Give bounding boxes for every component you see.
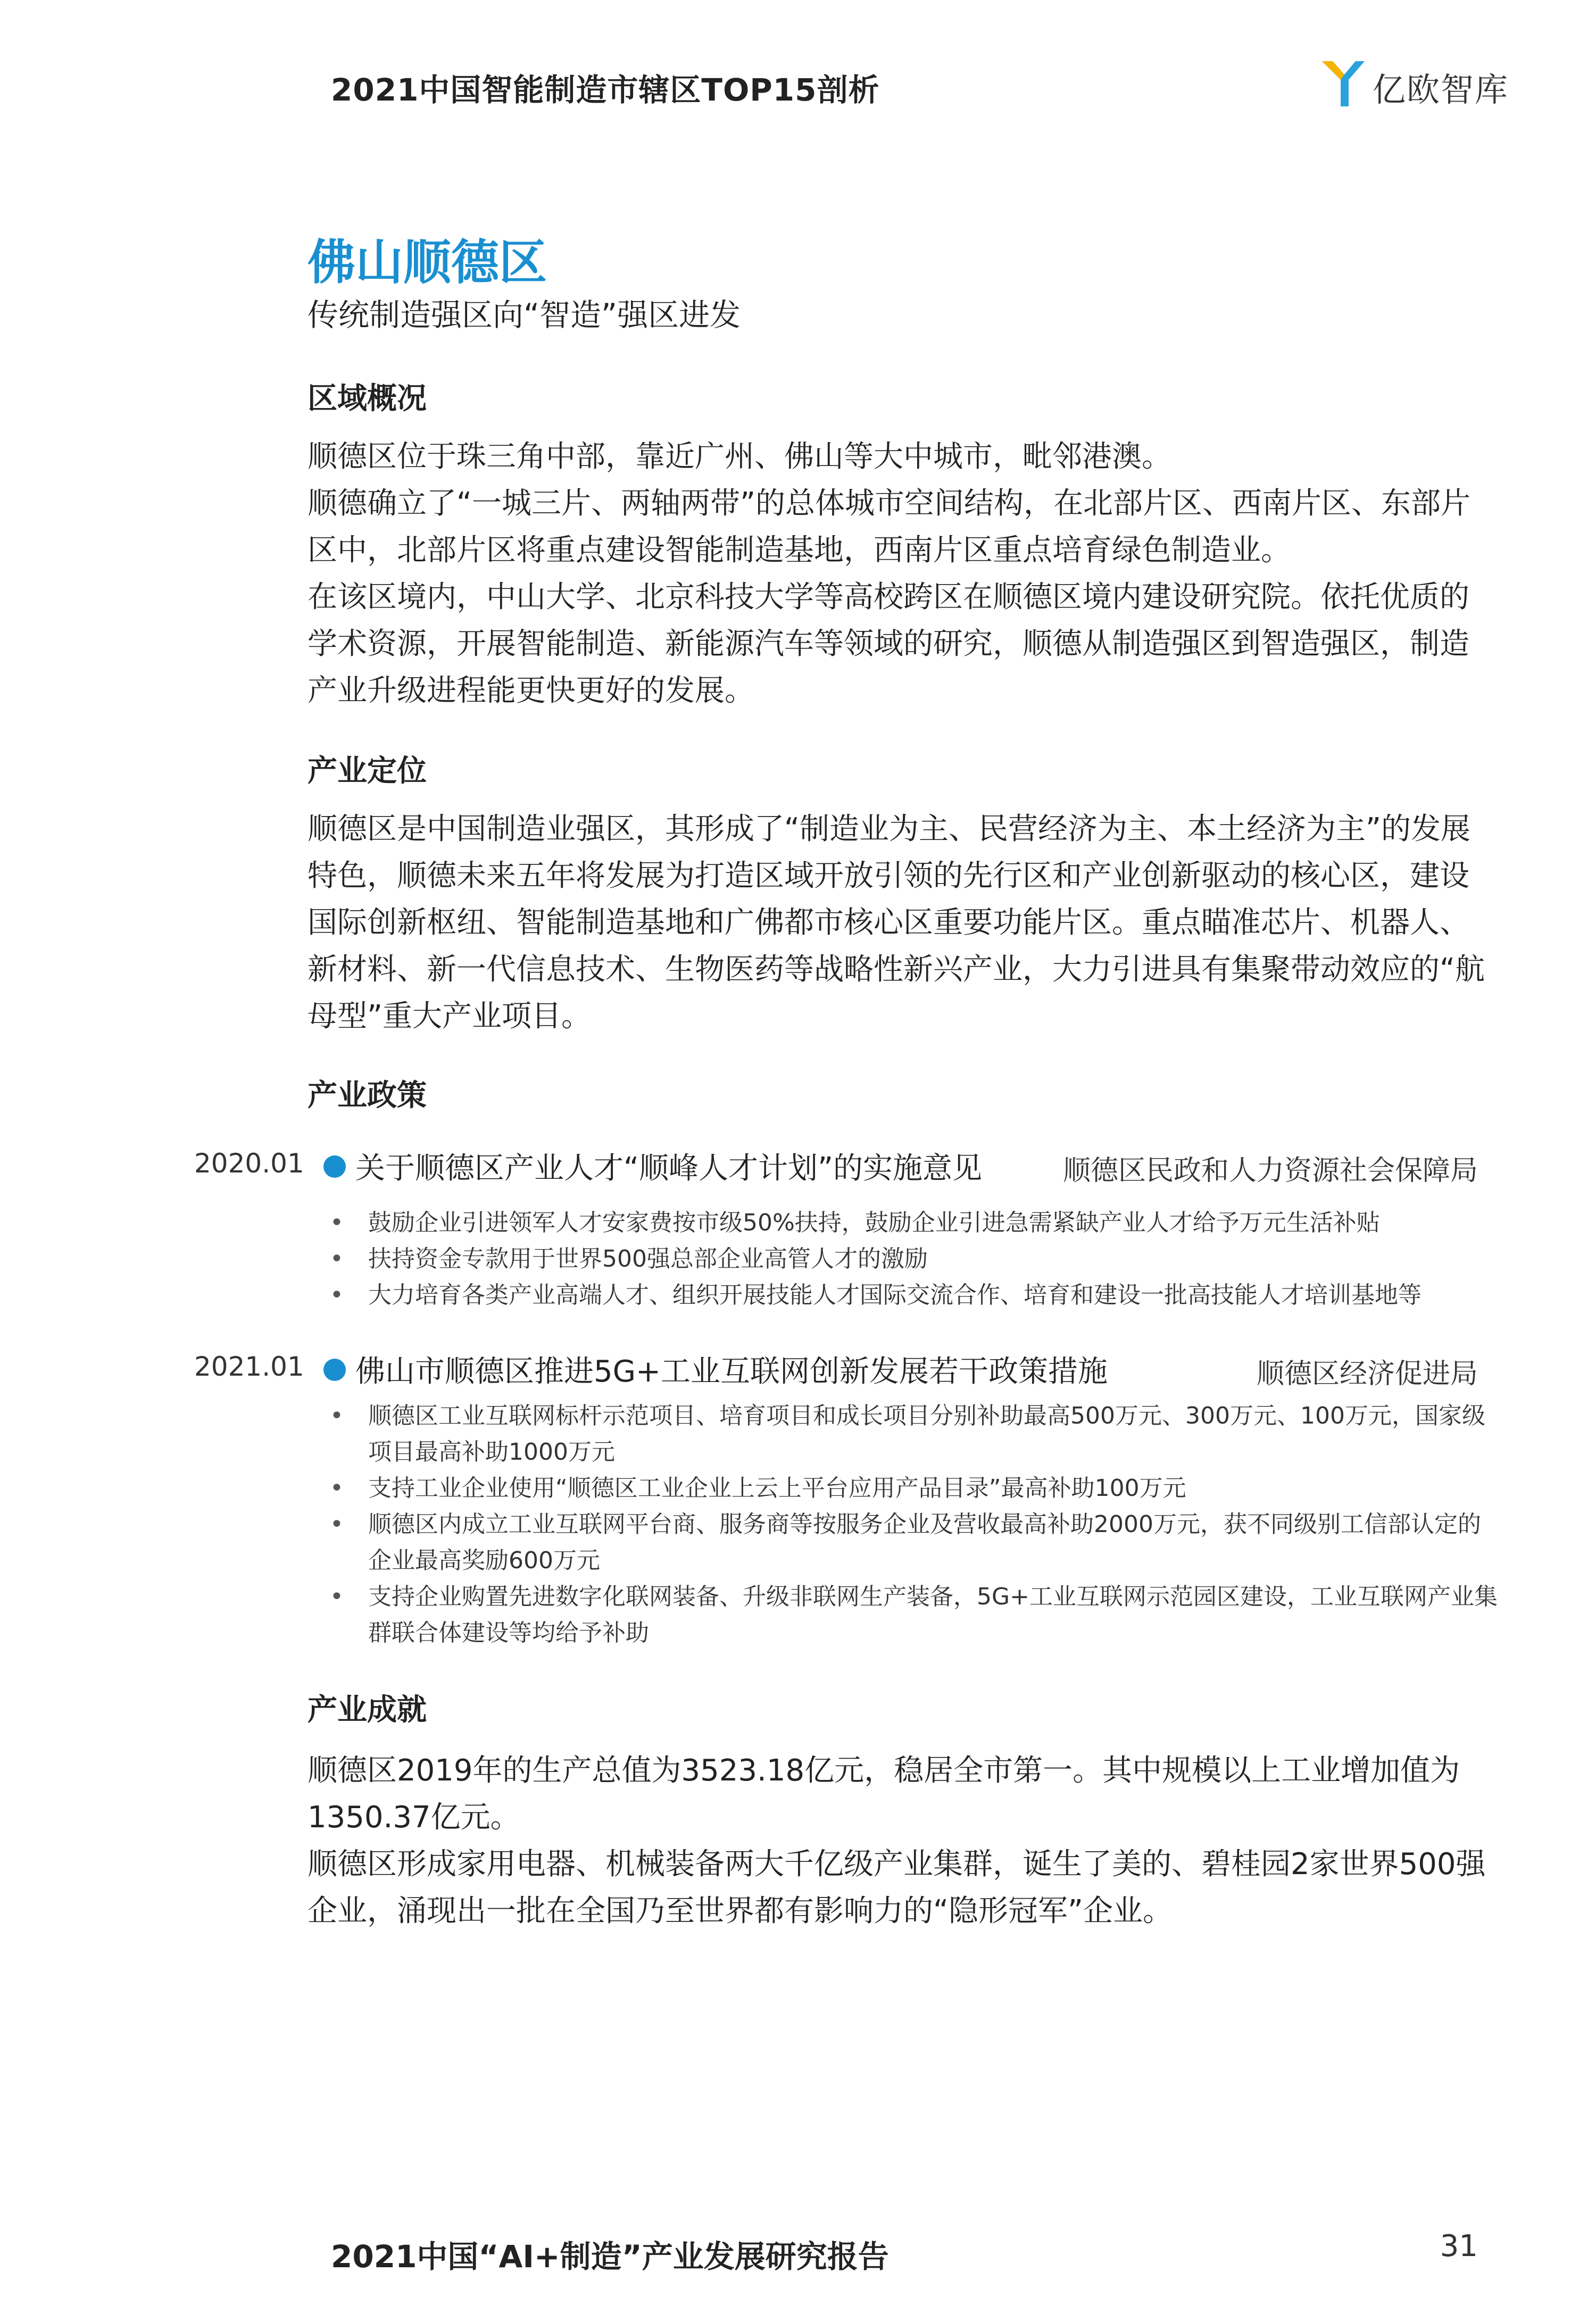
logo-icon xyxy=(1319,56,1367,109)
policy-date: 2021.01 xyxy=(194,1351,304,1382)
list-item: • 鼓励企业引进领军人才安家费按市级50%扶持，鼓励企业引进急需紧缺产业人才给予万元生活补贴 xyxy=(330,1205,1500,1241)
policy-heading: 产业政策 xyxy=(307,1078,427,1113)
overview-paragraph: 顺德区位于珠三角中部，靠近广州、佛山等大中城市，毗邻港澳。 xyxy=(307,439,1171,474)
achievement-paragraph: 顺德区形成家用电器、机械装备两大千亿级产业集群，诞生了美的、碧桂园2家世界500强企业，涌现出一批在全国乃至世界都有影响力的“隐形冠军”企业。 xyxy=(307,1847,1486,1928)
page-number: 31 xyxy=(1440,2229,1478,2264)
achievement-paragraph: 顺德区2019年的生产总值为3523.18亿元，稳居全市第一。其中规模以上工业增加值为1350.37亿元。 xyxy=(307,1753,1460,1835)
policy-org: 顺德区民政和人力资源社会保障局 xyxy=(1062,1155,1478,1187)
list-item: • 扶持资金专款用于世界500强总部企业高管人才的激励 xyxy=(330,1241,1500,1277)
policy-bullets xyxy=(330,1398,1500,1651)
footer-title: 2021中国“AI+制造”产业发展研究报告 xyxy=(331,2239,889,2275)
list-item: • 顺德区内成立工业互联网平台商、服务商等按服务企业及营收最高补助2000万元，获不同级别工信部认定的企业最高奖励600万元 xyxy=(330,1507,1500,1579)
overview-heading: 区域概况 xyxy=(307,381,427,416)
policy-dot-icon xyxy=(323,1155,346,1178)
header-title: 2021中国智能制造市辖区TOP15剖析 xyxy=(331,72,880,108)
policy-date: 2020.01 xyxy=(194,1148,304,1179)
list-item: • 顺德区工业互联网标杆示范项目、培育项目和成长项目分别补助最高500万元、300万元、100万元，国家级项目最高补助1000万元 xyxy=(330,1398,1500,1470)
policy-title: 佛山市顺德区推进5G+工业互联网创新发展若干政策措施 xyxy=(355,1354,1108,1389)
positioning-body xyxy=(307,806,1494,1040)
overview-body xyxy=(307,434,1494,714)
policy-bullets xyxy=(330,1205,1500,1313)
list-item: • 支持企业购置先进数字化联网装备、升级非联网生产装备，5G+工业互联网示范园区建设，工业互联网产业集群联合体建设等均给予补助 xyxy=(330,1579,1500,1651)
logo xyxy=(1319,56,1511,109)
policy-org: 顺德区经济促进局 xyxy=(1256,1358,1478,1390)
overview-paragraph: 顺德确立了“一城三片、两轴两带”的总体城市空间结构，在北部片区、西南片区、东部片区中，北部片区将重点建设智能制造基地，西南片区重点培育绿色制造业。 xyxy=(307,486,1471,568)
list-item: • 支持工业企业使用“顺德区工业企业上云上平台应用产品目录”最高补助100万元 xyxy=(330,1470,1500,1507)
region-subtitle: 传统制造强区向“智造”强区进发 xyxy=(307,297,741,333)
region-title: 佛山顺德区 xyxy=(307,235,547,290)
achievement-heading: 产业成就 xyxy=(307,1693,427,1727)
achievement-body xyxy=(307,1748,1494,1935)
positioning-paragraph: 顺德区是中国制造业强区，其形成了“制造业为主、民营经济为主、本土经济为主”的发展特色，顺德未来五年将发展为打造区域开放引领的先行区和产业创新驱动的核心区，建设国际创新枢纽、智能制造基地和广佛都市核心区重要功能片区。重点瞄准芯片、机器人、新材料、新一代信息技术、生物医药等战略性新兴产业，大力引进具有集聚带动效应的“航母型”重大产业项目。 xyxy=(307,812,1485,1034)
overview-paragraph: 在该区境内，中山大学、北京科技大学等高校跨区在顺德区境内建设研究院。依托优质的学术资源，开展智能制造、新能源汽车等领域的研究，顺德从制造强区到智造强区，制造产业升级进程能更快更好的发展。 xyxy=(307,580,1469,708)
policy-title: 关于顺德区产业人才“顺峰人才计划”的实施意见 xyxy=(355,1151,983,1186)
logo-text: 亿欧智库 xyxy=(1373,70,1509,109)
positioning-heading: 产业定位 xyxy=(307,754,427,788)
list-item: • 大力培育各类产业高端人才、组织开展技能人才国际交流合作、培育和建设一批高技能人才培训基地等 xyxy=(330,1277,1500,1313)
policy-dot-icon xyxy=(323,1359,346,1381)
